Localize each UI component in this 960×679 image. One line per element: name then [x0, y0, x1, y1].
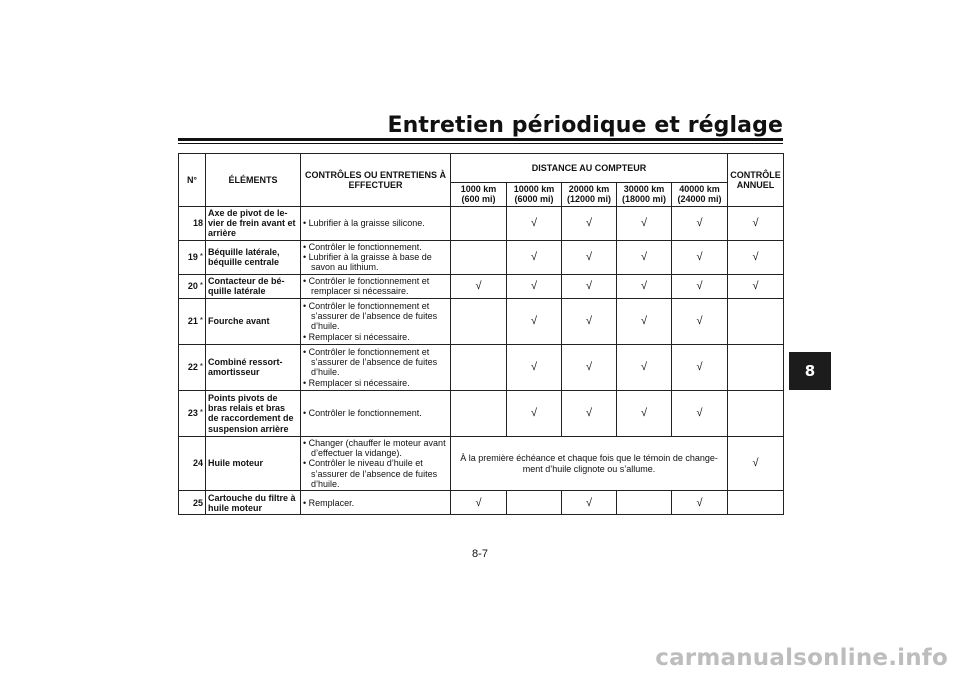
row-checks — [301, 344, 451, 390]
check-mark: √ — [507, 390, 562, 436]
check-line: • Changer (chauffer le moteur avant d’effectuer la vidange). — [303, 437, 446, 459]
watermark: carmanualsonline.info — [655, 645, 948, 671]
table-row — [179, 274, 784, 298]
header-items: ÉLÉMENTS — [206, 154, 301, 207]
empty-cell — [507, 491, 562, 515]
row-checks — [301, 240, 451, 274]
row-number — [179, 274, 206, 298]
empty-cell — [728, 390, 784, 436]
check-mark: √ — [562, 274, 617, 298]
dealer-service-marker: * — [199, 362, 203, 372]
check-line: • Contrôler le fonctionnement et s’assurer de l’absence de fuites d’huile. — [303, 346, 438, 378]
row-item: Combiné ressort-amortisseur — [206, 344, 301, 390]
row-checks — [301, 390, 451, 436]
table-row — [179, 436, 784, 491]
dealer-service-marker: * — [199, 408, 203, 418]
check-mark: √ — [617, 390, 672, 436]
header-distance-2: 10000 km (6000 mi) — [507, 183, 562, 207]
header-checks: CONTRÔLES OU ENTRETIENS À EFFECTUER — [301, 154, 451, 207]
dealer-service-marker: * — [199, 316, 203, 326]
check-mark: √ — [507, 240, 562, 274]
check-line: • Contrôler le fonctionnement. — [303, 241, 422, 252]
check-mark: √ — [507, 206, 562, 240]
row-number-label: 20 — [187, 281, 198, 292]
check-mark: √ — [672, 240, 728, 274]
header-distance-3: 20000 km (12000 mi) — [562, 183, 617, 207]
row-item: Points pivots de bras relais et bras de raccordement de suspension arrière — [206, 390, 301, 436]
row-number — [179, 206, 206, 240]
check-line: • Contrôler le fonctionnement et remplacer si nécessaire. — [303, 275, 430, 297]
table-row — [179, 240, 784, 274]
check-line: • Remplacer si nécessaire. — [303, 377, 410, 388]
row-number-label: 25 — [192, 497, 203, 508]
empty-cell — [617, 491, 672, 515]
check-mark: √ — [562, 298, 617, 344]
check-line: • Remplacer. — [303, 497, 355, 508]
check-mark: √ — [562, 240, 617, 274]
row-number — [179, 436, 206, 491]
check-mark: √ — [617, 240, 672, 274]
empty-cell — [451, 344, 507, 390]
check-mark: √ — [617, 274, 672, 298]
row-item: Béquille latérale, béquille centrale — [206, 240, 301, 274]
header-distance-5: 40000 km (24000 mi) — [672, 183, 728, 207]
row-item: Contacteur de bé-quille latérale — [206, 274, 301, 298]
row-item: Fourche avant — [206, 298, 301, 344]
check-mark: √ — [507, 344, 562, 390]
check-mark: √ — [617, 206, 672, 240]
chapter-tab: 8 — [789, 352, 831, 390]
header-no: N° — [179, 154, 206, 207]
row-checks — [301, 491, 451, 515]
header-distance-1: 1000 km (600 mi) — [451, 183, 507, 207]
header-distance: DISTANCE AU COMPTEUR — [451, 154, 728, 183]
maintenance-table — [178, 153, 784, 515]
page-title: Entretien périodique et réglage — [387, 113, 783, 138]
check-mark: √ — [672, 298, 728, 344]
row-number-label: 22 — [187, 362, 198, 373]
empty-cell — [451, 390, 507, 436]
header-annual: CONTRÔLE ANNUEL — [728, 154, 784, 207]
table-row — [179, 491, 784, 515]
row-number — [179, 390, 206, 436]
row-number-label: 21 — [187, 316, 198, 327]
check-line: • Contrôler le niveau d’huile et s’assurer de l’absence de fuites d’huile. — [303, 458, 438, 490]
row-note: À la première échéance et chaque fois que le témoin de change-ment d’huile clignote ou s’allume. — [451, 436, 728, 491]
dealer-service-marker: * — [199, 281, 203, 291]
row-number — [179, 298, 206, 344]
row-item: Cartouche du filtre à huile moteur — [206, 491, 301, 515]
empty-cell — [451, 298, 507, 344]
row-number — [179, 491, 206, 515]
row-number-label: 18 — [192, 218, 203, 229]
empty-cell — [451, 240, 507, 274]
table-row — [179, 206, 784, 240]
check-mark: √ — [672, 274, 728, 298]
check-line: • Lubrifier à la graisse à base de savon au lithium. — [303, 252, 432, 273]
row-checks — [301, 274, 451, 298]
check-mark: √ — [507, 298, 562, 344]
header-distance-4: 30000 km (18000 mi) — [617, 183, 672, 207]
check-mark: √ — [728, 274, 784, 298]
empty-cell — [728, 344, 784, 390]
dealer-service-marker: * — [199, 252, 203, 262]
check-mark: √ — [507, 274, 562, 298]
check-mark: √ — [617, 298, 672, 344]
check-mark: √ — [672, 344, 728, 390]
row-number — [179, 344, 206, 390]
table-row — [179, 344, 784, 390]
empty-cell — [728, 491, 784, 515]
header-rule — [178, 138, 783, 141]
check-mark: √ — [672, 206, 728, 240]
row-number-label: 19 — [187, 252, 198, 263]
empty-cell — [451, 206, 507, 240]
check-mark: √ — [672, 491, 728, 515]
row-item: Huile moteur — [206, 436, 301, 491]
check-line: • Remplacer si nécessaire. — [303, 331, 410, 342]
check-line: • Contrôler le fonctionnement et s’assurer de l’absence de fuites d’huile. — [303, 300, 438, 332]
check-mark: √ — [562, 390, 617, 436]
table-row — [179, 298, 784, 344]
check-mark: √ — [562, 206, 617, 240]
check-mark: √ — [728, 436, 784, 491]
check-mark: √ — [672, 390, 728, 436]
row-number — [179, 240, 206, 274]
empty-cell — [728, 298, 784, 344]
check-mark: √ — [451, 274, 507, 298]
check-mark: √ — [728, 206, 784, 240]
check-mark: √ — [562, 344, 617, 390]
table-row — [179, 390, 784, 436]
header-rule-thin — [178, 143, 783, 144]
check-mark: √ — [728, 240, 784, 274]
check-mark: √ — [617, 344, 672, 390]
row-number-label: 23 — [187, 408, 198, 419]
check-mark: √ — [562, 491, 617, 515]
row-number-label: 24 — [192, 458, 203, 469]
row-item: Axe de pivot de le-vier de frein avant et arrière — [206, 206, 301, 240]
check-line: • Lubrifier à la graisse silicone. — [303, 218, 425, 229]
row-checks — [301, 298, 451, 344]
check-line: • Contrôler le fonctionnement. — [303, 408, 422, 419]
check-mark: √ — [451, 491, 507, 515]
row-checks — [301, 206, 451, 240]
page-number: 8-7 — [472, 548, 488, 560]
row-checks — [301, 436, 451, 491]
